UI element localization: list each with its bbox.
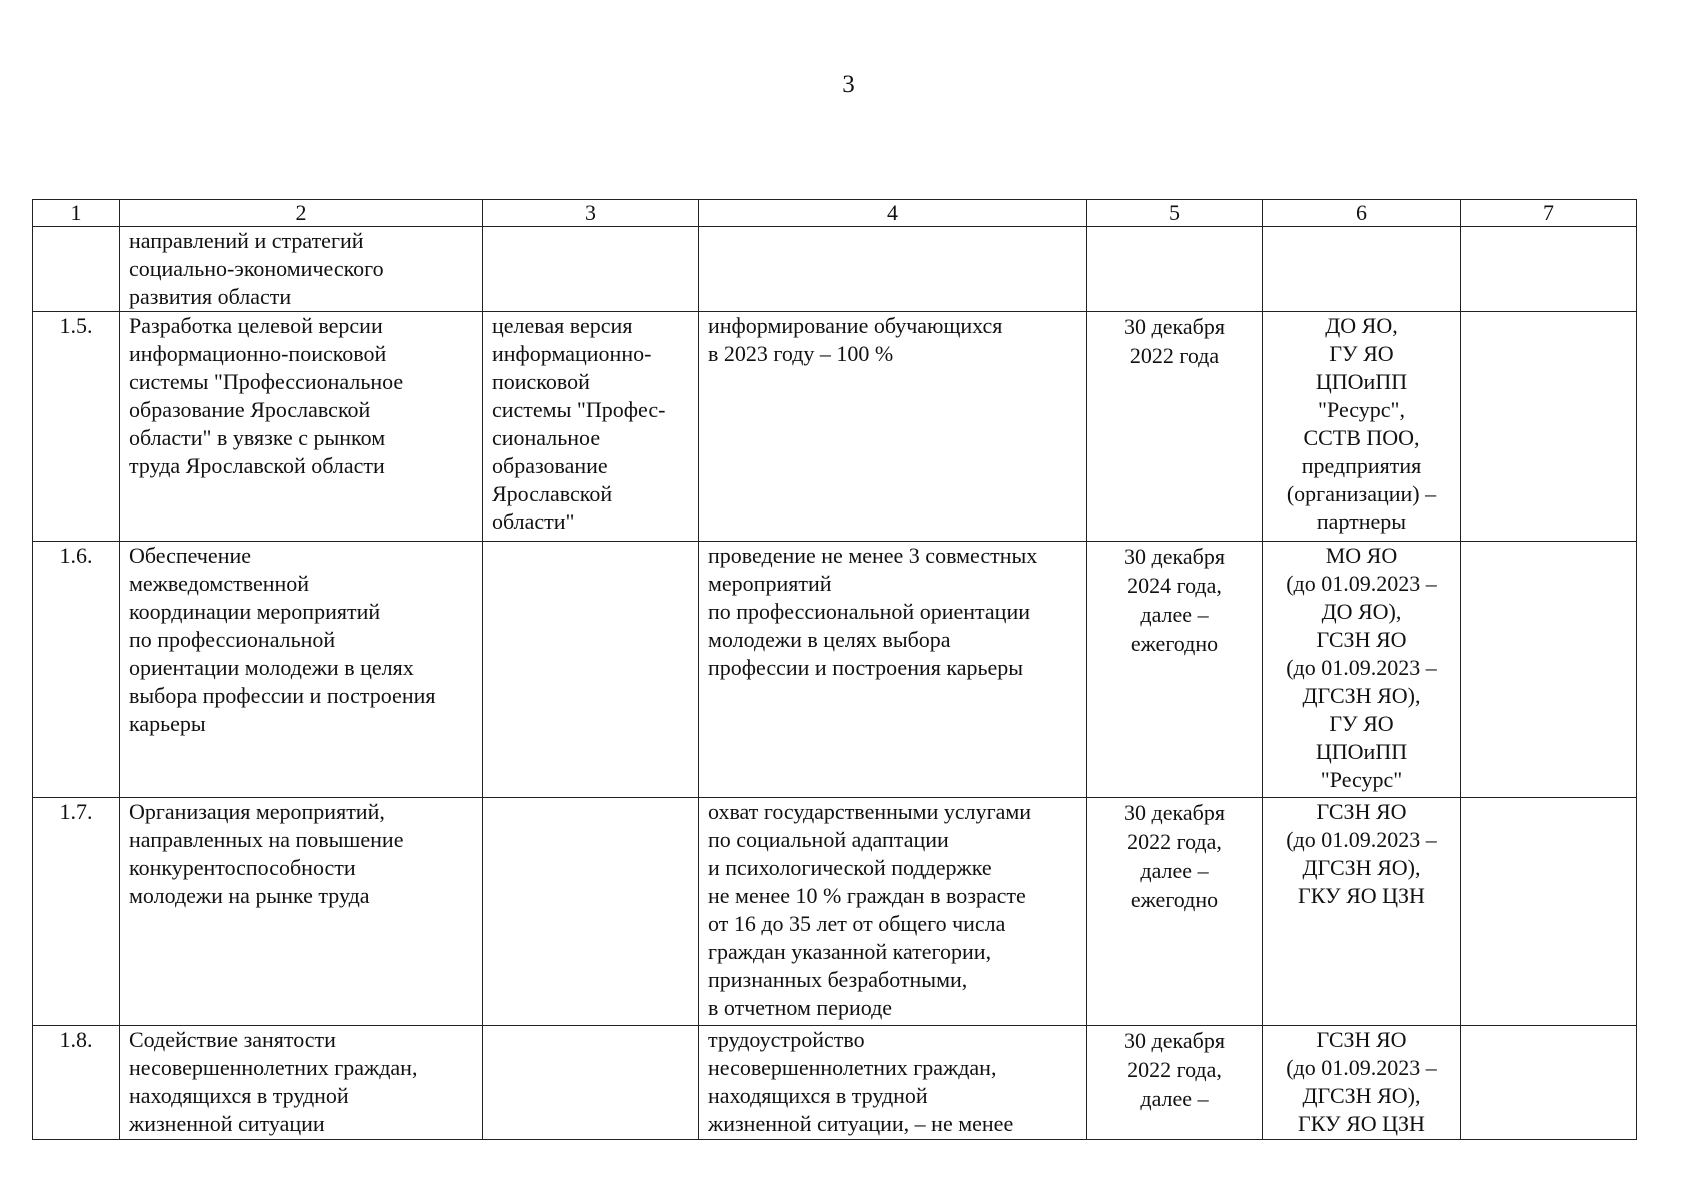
result-cell	[483, 227, 699, 312]
note-cell	[1461, 798, 1637, 1026]
result-cell: целевая версия информационно- поисковой системы "Профес- сиональное образование Ярославской области"	[483, 312, 699, 542]
column-number: 1	[33, 200, 120, 227]
indicator-cell: трудоустройство несовершеннолетних граждан, находящихся в трудной жизненной ситуации, – не менее	[699, 1026, 1087, 1140]
executor-cell	[1263, 227, 1461, 312]
note-cell	[1461, 542, 1637, 798]
column-number: 5	[1087, 200, 1263, 227]
deadline-cell: 30 декабря 2024 года, далее – ежегодно	[1087, 542, 1263, 798]
deadline-cell: 30 декабря 2022 года, далее –	[1087, 1026, 1263, 1140]
result-cell	[483, 798, 699, 1026]
indicator-cell: информирование обучающихся в 2023 году – 100 %	[699, 312, 1087, 542]
executor-cell: МО ЯО (до 01.09.2023 – ДО ЯО), ГСЗН ЯО (до 01.09.2023 – ДГСЗН ЯО), ГУ ЯО ЦПОиПП "Ресурс"	[1263, 542, 1461, 798]
column-number: 2	[120, 200, 483, 227]
table-row	[33, 1026, 1637, 1140]
column-number: 7	[1461, 200, 1637, 227]
column-number-header-row	[33, 200, 1637, 227]
result-cell	[483, 1026, 699, 1140]
item-number: 1.6.	[33, 542, 120, 798]
item-number: 1.8.	[33, 1026, 120, 1140]
executor-cell: ДО ЯО, ГУ ЯО ЦПОиПП "Ресурс", ССТВ ПОО, предприятия (организации) – партнеры	[1263, 312, 1461, 542]
executor-cell: ГСЗН ЯО (до 01.09.2023 – ДГСЗН ЯО), ГКУ ЯО ЦЗН	[1263, 1026, 1461, 1140]
table-row	[33, 312, 1637, 542]
note-cell	[1461, 227, 1637, 312]
column-number: 3	[483, 200, 699, 227]
action-plan-table	[32, 199, 1637, 1140]
table-row	[33, 798, 1637, 1026]
indicator-cell: охват государственными услугами по социальной адаптации и психологической поддержке не менее 10 % граждан в возрасте от 16 до 35 лет от общего числа граждан указанной категории, признанных безработными, в отчетном периоде	[699, 798, 1087, 1026]
item-number	[33, 227, 120, 312]
indicator-cell	[699, 227, 1087, 312]
column-number: 6	[1263, 200, 1461, 227]
table-row	[33, 542, 1637, 798]
action-cell: направлений и стратегий социально-экономического развития области	[120, 227, 483, 312]
action-cell: Разработка целевой версии информационно-поисковой системы "Профессиональное образование Ярославской области" в увязке с рынком труда Ярославской области	[120, 312, 483, 542]
item-number: 1.5.	[33, 312, 120, 542]
note-cell	[1461, 1026, 1637, 1140]
deadline-cell: 30 декабря 2022 года	[1087, 312, 1263, 542]
column-number: 4	[699, 200, 1087, 227]
indicator-cell: проведение не менее 3 совместных мероприятий по профессиональной ориентации молодежи в целях выбора профессии и построения карьеры	[699, 542, 1087, 798]
executor-cell: ГСЗН ЯО (до 01.09.2023 – ДГСЗН ЯО), ГКУ ЯО ЦЗН	[1263, 798, 1461, 1026]
item-number: 1.7.	[33, 798, 120, 1026]
action-cell: Организация мероприятий, направленных на повышение конкурентоспособности молодежи на рынке труда	[120, 798, 483, 1026]
action-cell: Обеспечение межведомственной координации мероприятий по профессиональной ориентации молодежи в целях выбора профессии и построения карьеры	[120, 542, 483, 798]
deadline-cell: 30 декабря 2022 года, далее – ежегодно	[1087, 798, 1263, 1026]
table-row	[33, 227, 1637, 312]
result-cell	[483, 542, 699, 798]
action-cell: Содействие занятости несовершеннолетних граждан, находящихся в трудной жизненной ситуации	[120, 1026, 483, 1140]
note-cell	[1461, 312, 1637, 542]
deadline-cell	[1087, 227, 1263, 312]
page-number: 3	[842, 71, 855, 98]
